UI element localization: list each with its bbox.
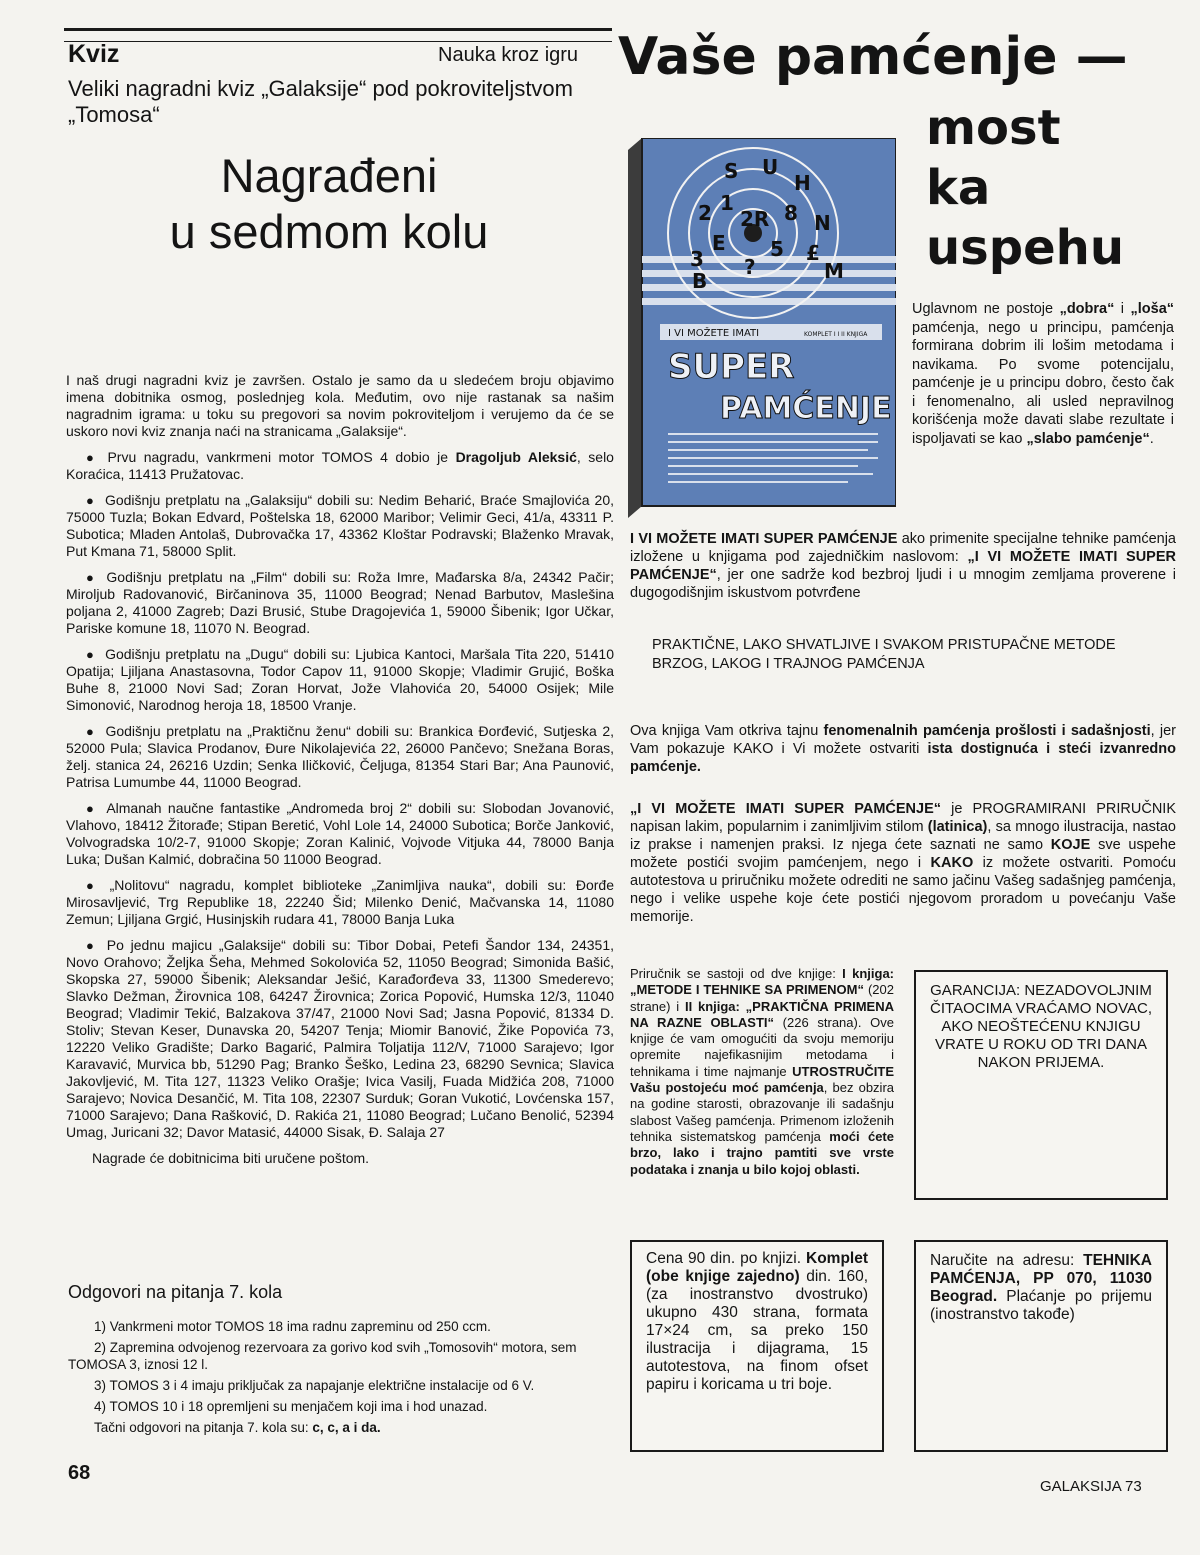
side-bold-losa: „loša“ — [1130, 301, 1175, 317]
answers-heading: Odgovori na pitanja 7. kola — [68, 1282, 283, 1302]
ad-p3-d: , sa mnogo ilustracija, nastao iz prakse i namenjen praksi. Iz njega ćete saznati ne samo — [630, 819, 1176, 853]
side-text-4: . — [1149, 430, 1154, 447]
answer-summary-text: Tačni odgovori na pitanja 7. kola su: — [94, 1420, 313, 1435]
first-prize-paragraph — [66, 449, 614, 483]
ad-p3-f: sve uspehe možete postići svojim pamćenjem, nego i — [630, 837, 1176, 871]
book-cover-image — [628, 138, 896, 518]
book-kit-label: KOMPLET I I II KNJIGA — [804, 331, 868, 338]
svg-text:3: 3 — [690, 247, 704, 271]
method-line-2: BRZOG, LAKOG I TRAJNOG PAMĆENJA — [652, 656, 925, 672]
svg-text:S: S — [724, 159, 739, 183]
svg-text:1: 1 — [720, 191, 734, 215]
svg-text:2: 2 — [698, 201, 712, 225]
page-number-left: 68 — [68, 1462, 91, 1484]
book-title-super: SUPER — [668, 347, 795, 387]
mini-b: I knjiga: „METODE I TEHNIKE SA PRIMENOM“ — [630, 966, 894, 998]
film-winners: ● Godišnju pretplatu na „Film“ dobili su: Roža Imre, Mađarska 8/a, 24342 Pačir; Miroljub Radovanović, Birčaninova 35, 11000 Beograd; Nenad Barbutov, Maslešina poljana 2, 41000 Zagreb; Dazi Brusić, Stube Dragojevića 1, 59000 Šibenik; Igor Učkar, Pariske komune 18, 11070 N. Beograd. — [66, 569, 614, 637]
quiz-title — [64, 148, 594, 260]
price-a: Cena 90 din. po knjizi. — [646, 1250, 806, 1267]
book-series: I VI MOŽETE IMATI — [668, 328, 760, 339]
intro-paragraph: I naš drugi nagradni kviz je završen. Ostalo je samo da u sledećem broju objavimo imena dobitnika osmog, poslednjeg kola. Međutim, ovo nije rastanak sa našim nagradnim igrama: u toku su pregovori sa novim pokroviteljom i verujemo da će se uskoro novi kviz znanja naći na stranicama „Galaksije“. — [66, 372, 614, 439]
mini-f: UTROSTRUČITE Vašu postojeću moć pamćenja — [630, 1063, 894, 1096]
ad-headline-line2: most — [926, 100, 1061, 156]
page-number-right: GALAKSIJA 73 — [1040, 1478, 1142, 1495]
svg-text:B: B — [692, 269, 708, 293]
first-prize-text: Prvu nagradu, vankrmeni motor TOMOS 4 dobio je — [107, 449, 456, 465]
ad-p2-b: fenomenalnih pamćenja prošlosti i sadašnjosti — [823, 723, 1151, 739]
delivery-note: Nagrade će dobitnicima biti uručene poštom. — [92, 1150, 370, 1166]
book-title-pamcenje: PAMĆENJE — [720, 391, 892, 426]
order-c: Plaćanje po prijemu (inostranstvo takođe) — [930, 1288, 1152, 1323]
ad-p2-a: Ova knjiga Vam otkriva tajnu — [630, 723, 824, 739]
mini-h: moći ćete brzo, lako i trajno pamtiti sve vrste podataka i znanja u bilo kojoj oblasti. — [630, 1128, 894, 1177]
mini-c: (202 strane) i — [630, 982, 894, 1014]
side-text-3: pamćenja, nego u principu, pamćenja formirana dobrim ili lošim metodama i navikama. Po svome potencijalu, pamćenje je u principu dobro, često čak i fenomenalno, ali usled nepravilnog korišćenja može davati slabe rezultate i ispoljavati se kao — [912, 319, 1174, 447]
winners-article — [66, 372, 614, 1176]
svg-text:E: E — [712, 231, 726, 255]
ad-p3-e: KOJE — [1050, 837, 1091, 853]
answer-summary-values: c, c, a i da. — [312, 1420, 381, 1435]
price-box — [630, 1240, 884, 1452]
answer-4: 4) TOMOS 10 i 18 opremljeni su menjačem koji ima i hod unazad. — [94, 1399, 488, 1414]
quiz-subtitle: Veliki nagradni kviz „Galaksije“ pod pokroviteljstvom „Tomosa“ — [68, 76, 573, 127]
svg-text:U: U — [762, 155, 779, 179]
mini-g: , bez obzira na godine starosti, obrazovanje ili sadašnju slabost Vašeg pamćenja. Primenom izloženih tehnika sistematskog pamćenja — [630, 1080, 894, 1144]
mini-d: II knjiga: „PRAKTIČNA PRIMENA NA RAZNE OBLASTI“ — [630, 998, 894, 1030]
book-spine — [628, 138, 642, 518]
memory-intro-text — [912, 300, 1174, 448]
quiz-title-line1: Nagrađeni — [220, 149, 438, 202]
method-line-1: PRAKTIČNE, LAKO SHVATLJIVE I SVAKOM PRISTUPAČNE METODE — [652, 637, 1116, 653]
ad-p1-text: ako primenite specijalne tehnike pamćenja izložene u knjigama pod zajedničkim naslovom: — [630, 531, 1176, 565]
answers-list — [68, 1318, 616, 1440]
ad-paragraph-2 — [630, 722, 1176, 776]
price-c: din. 160, (za inostranstvo dvostruko) ukupno 430 strana, formata 17×24 cm, sa preko 150 ilustracija i dijagrama, 15 autotestova, na finom ofset papiru i koricama u tri boje. — [646, 1268, 868, 1393]
ad-body-paragraph — [630, 530, 1176, 614]
ad-headline-continued — [926, 98, 1200, 278]
svg-text:M: M — [824, 259, 844, 283]
first-prize-winner: Dragoljub Aleksić — [455, 449, 577, 465]
ad-p1-bold: I VI MOŽETE IMATI SUPER PAMĆENJE — [630, 531, 898, 547]
ad-p2-d: ista dostignuća i steći izvanredno pamćenje. — [630, 741, 1176, 775]
andromeda-winners: ● Almanah naučne fantastike „Andromeda broj 2“ dobili su: Slobodan Jovanović, Vlahovo, 18412 Žitorađe; Stipan Beretić, Vohl Lole 14, 24000 Subotica; Borče Janković, Volvogradska 10/2-7, 91000 Skopje; Zoran Kalinić, Vojvode Vitjuka 44, 78000 Banja Luka; Dušan Kalmić, dobračina 50 11000 Beograd. — [66, 800, 614, 868]
ad-p2-c: , jer Vam pokazuje KAKO i Vi možete ostvariti — [630, 723, 1176, 757]
svg-text:N: N — [814, 211, 831, 235]
mini-a: Priručnik se sastoji od dve knjige: — [630, 966, 843, 981]
duga-winners: ● Godišnju pretplatu na „Dugu“ dobili su: Ljubica Kantoci, Maršala Tita 220, 51410 Opatija; Ljiljana Anastasovna, Todor Capov 11, 91000 Skopje; Vladimir Grujić, Boška Buhe 8, 21000 Novi Sad; Zoran Horvat, Jože Vlahovića 20, 54000 Osijek; Mile Simonović, Narodnog heroja 18, 18500 Vranje. — [66, 646, 614, 714]
quiz-title-line2: u sedmom kolu — [169, 205, 489, 258]
svg-text:8: 8 — [784, 201, 798, 225]
mini-e: (226 strana). Ove knjige će vam omogućiti da svoju memoriju opremite najefikasnijim metodama i tehnikama i time najmanje — [630, 1014, 894, 1079]
side-bold-slabo: „slabo pamćenje“ — [1026, 430, 1150, 447]
top-rule — [64, 28, 612, 42]
ad-p3-b: je PROGRAMIRANI PRIRUČNIK napisan lakim, popularnim i zanimljivim stilom — [630, 801, 1176, 835]
ad-p3-h: iz možete ostvariti. Pomoću autotestova u priručniku možete odrediti ne samo jačinu Vašeg sadašnjeg pamćenja, nego i velike uspehe koje ćete postići njegovom proradom u povećanju Vaše memorije. — [630, 855, 1176, 925]
answer-2: 2) Zapremina odvojenog rezervoara za gorivo kod svih „Tomosovih“ motora, sem TOMOSA 3, iznosi 12 l. — [68, 1340, 577, 1372]
order-box — [914, 1240, 1168, 1452]
svg-text:?: ? — [744, 255, 756, 279]
answer-1: 1) Vankrmeni motor TOMOS 18 ima radnu zapreminu od 250 ccm. — [94, 1319, 491, 1334]
side-text-2: i — [1114, 301, 1131, 317]
side-text-1: Uglavnom ne postoje — [912, 301, 1060, 317]
ad-paragraph-1 — [630, 530, 1176, 602]
ad-p3-g: KAKO — [930, 855, 974, 871]
section-title: Kviz — [68, 40, 120, 68]
guarantee-box: GARANCIJA: NEZADOVOLJNIM ČITAOCIMA VRAĆAMO NOVAC, AKO NEOŠTEĆENU KNJIGU VRATE U ROKU OD TRI DANA NAKON PRIJEMA. — [914, 970, 1168, 1200]
answer-3: 3) TOMOS 3 i 4 imaju priključak za napajanje električne instalacije od 6 V. — [94, 1378, 535, 1393]
galaksija-winners: ● Godišnju pretplatu na „Galaksiju“ dobili su: Nedim Beharić, Braće Smajlovića 20, 75000 Tuzla; Bokan Edvard, Poštelska 18, 62000 Maribor; Velimir Geci, 41/a, 43311 P. Subotica; Mladen Antolaš, Dubrovačka 17, 43362 Kloštar Podravski; Blaženko Mravak, Put Kmana 71, 58000 Split. — [66, 492, 614, 560]
svg-text:£: £ — [806, 241, 820, 265]
book-contents-text — [630, 966, 894, 1178]
svg-text:2R: 2R — [740, 207, 770, 231]
ad-p3-c: (latinica) — [927, 819, 988, 835]
side-bold-dobra: „dobra“ — [1059, 301, 1115, 317]
ad-headline: Vaše pamćenje — — [618, 27, 1128, 87]
tshirt-winners: ● Po jednu majicu „Galaksije“ dobili su: Tibor Dobai, Petefi Šandor 134, 24351, Novo Orahovo; Željka Šeha, Mehmed Sokolovića 52, 11050 Beograd; Simonida Bašić, Skopska 27, 59000 Šibenik; Aleksandar Ješić, Karađorđeva 33, 11300 Smederevo; Slavko Dežman, Žirovnica 108, 64247 Žirovnica; Zorica Popović, Humska 12/3, 11040 Beograd; Vladimir Tekić, Balzakova 37/47, 21000 Novi Sad; Jasna Popović, 81334 D. Stoliv; Stevan Keser, Dunavska 20, 54207 Tenja; Miomir Banović, Žike Popovića 73, 12220 Veliko Gradište; Darko Bagarić, Palmira Toljatija 112/V, 71000 Sarajevo; Igor Karavavić, Murvica bb, 51290 Pag; Branko Šeško, Ledina 23, 68290 Sevnica; Slavica Jakovljević, M. Tita 127, 11323 Veliko Orašje; Ivica Vasilj, Fuada Midžića 208, 71000 Sarajevo; Novica Desančić, M. Tita 108, 22307 Surduk; Goran Vukotić, Lovćenska 157, 71000 Sarajevo; Dana Rašković, D. Rakića 21, 11080 Beograd; Lučano Benolić, 52394 Umag, Juricani 32; Davor Matasić, 44000 Sisak, Đ. Salaja 27 — [66, 937, 614, 1141]
ad-p1-bold2: „I VI MOŽETE IMATI SUPER PAMĆENJE“ — [630, 549, 1176, 583]
ad-headline-line3: ka uspehu — [926, 160, 1124, 276]
ad-p3-a: „I VI MOŽETE IMATI SUPER PAMĆENJE“ — [630, 801, 942, 817]
nolit-winners: ● „Nolitovu“ nagradu, komplet biblioteke „Zanimljiva nauka“, dobili su: Đorđe Mirosavljević, Trg Republike 18, 22240 Šid; Milenko Denić, Mačvanska 14, 11080 Zemun; Ljiljana Grgić, Husinjskih rudara 41, 78000 Banja Luka — [66, 877, 614, 928]
ad-p1-text2: , jer one sadrže kod bezbroj ljudi i u mnogim zemljama proverene i dugogodišnjim iskustvom potvrđene — [630, 567, 1176, 601]
svg-text:H: H — [794, 171, 811, 195]
method-list — [630, 636, 1176, 674]
first-prize-address: , selo Koraćica, 11413 Pružatovac. — [66, 449, 614, 482]
prakticna-zena-winners: ● Godišnju pretplatu na „Praktičnu ženu“ dobili su: Brankica Đorđević, Sutjeska 2, 52000 Pula; Slavica Prodanov, Đure Nikolajevića 22, 26000 Pančevo; Snežana Boras, želj. stanica 24, 26216 Uzdin; Senka Iličković, Čeljuga, 81354 Stari Bar; Ana Paunović, Patrisa Lumumbe 44, 11000 Beograd. — [66, 723, 614, 791]
answer-summary — [68, 1419, 616, 1436]
ad-paragraph-3 — [630, 800, 1176, 926]
book-blurb-lines — [668, 434, 878, 482]
section-tag: Nauka kroz igru — [438, 44, 579, 66]
price-b: Komplet (obe knjige zajedno) — [646, 1250, 868, 1285]
svg-text:5: 5 — [770, 237, 784, 261]
order-address: TEHNIKA PAMĆENJA, PP 070, 11030 Beograd. — [930, 1252, 1152, 1305]
order-a: Naručite na adresu: — [930, 1252, 1084, 1269]
